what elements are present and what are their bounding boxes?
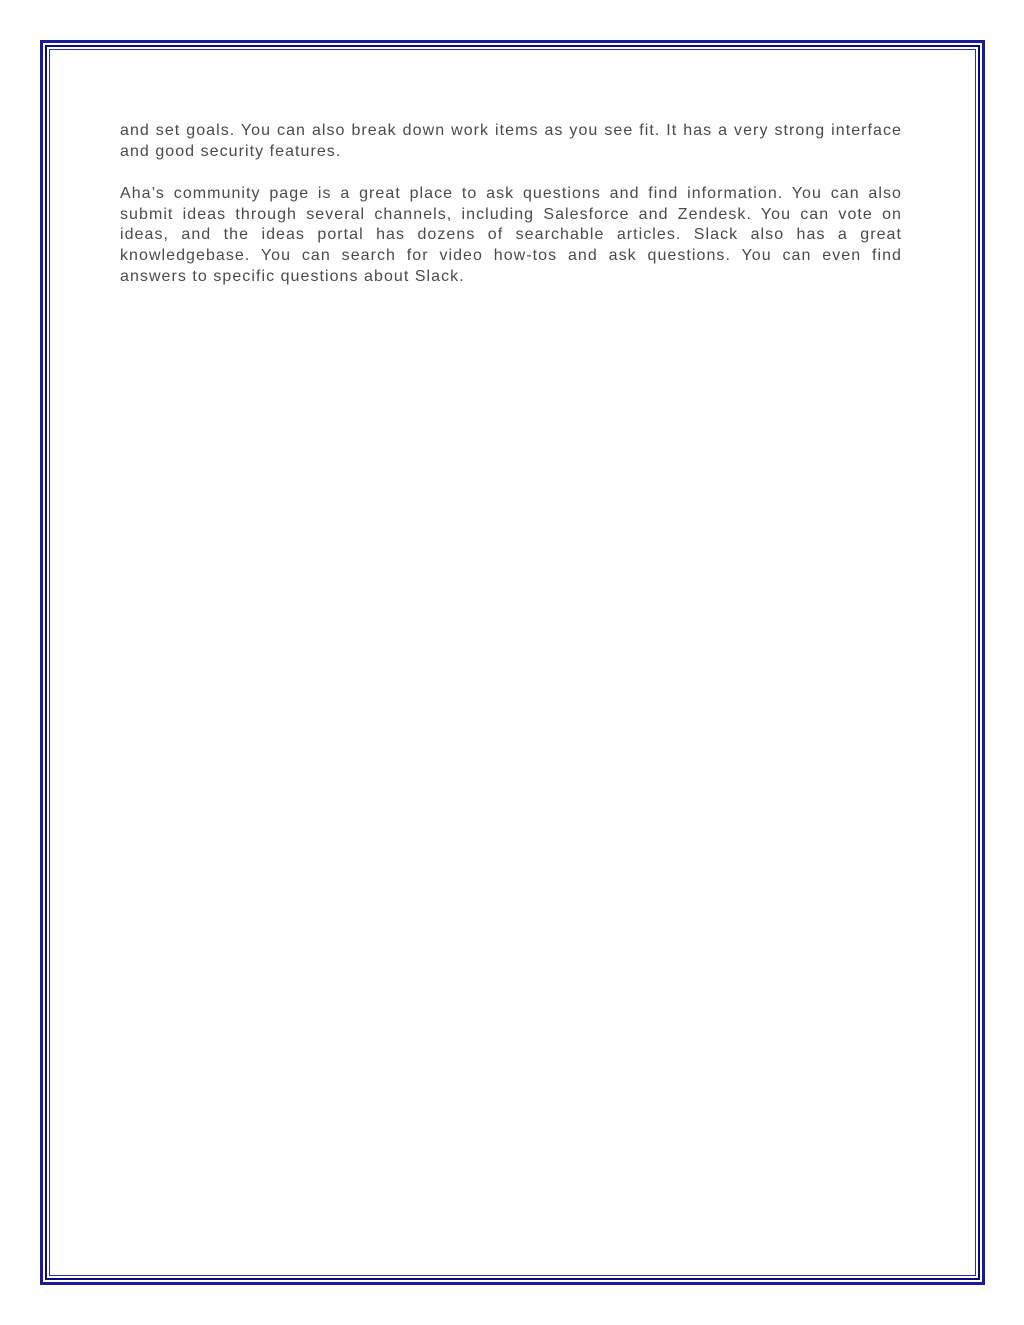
paragraph-2: Aha’s community page is a great place to ask questions and find information. You can also submit ideas through several channels, including Salesforce and Zendesk. You can vote on ideas, and the ideas portal has dozens of searchable articles. Slack also has a great knowledgebase. You can search for video how-tos and ask questions. You can even find answers to specific questions about Slack.: [120, 185, 902, 285]
paragraph-1: and set goals. You can also break down work items as you see fit. It has a very strong interface and good security features.: [120, 122, 902, 160]
document-body: [120, 121, 902, 309]
